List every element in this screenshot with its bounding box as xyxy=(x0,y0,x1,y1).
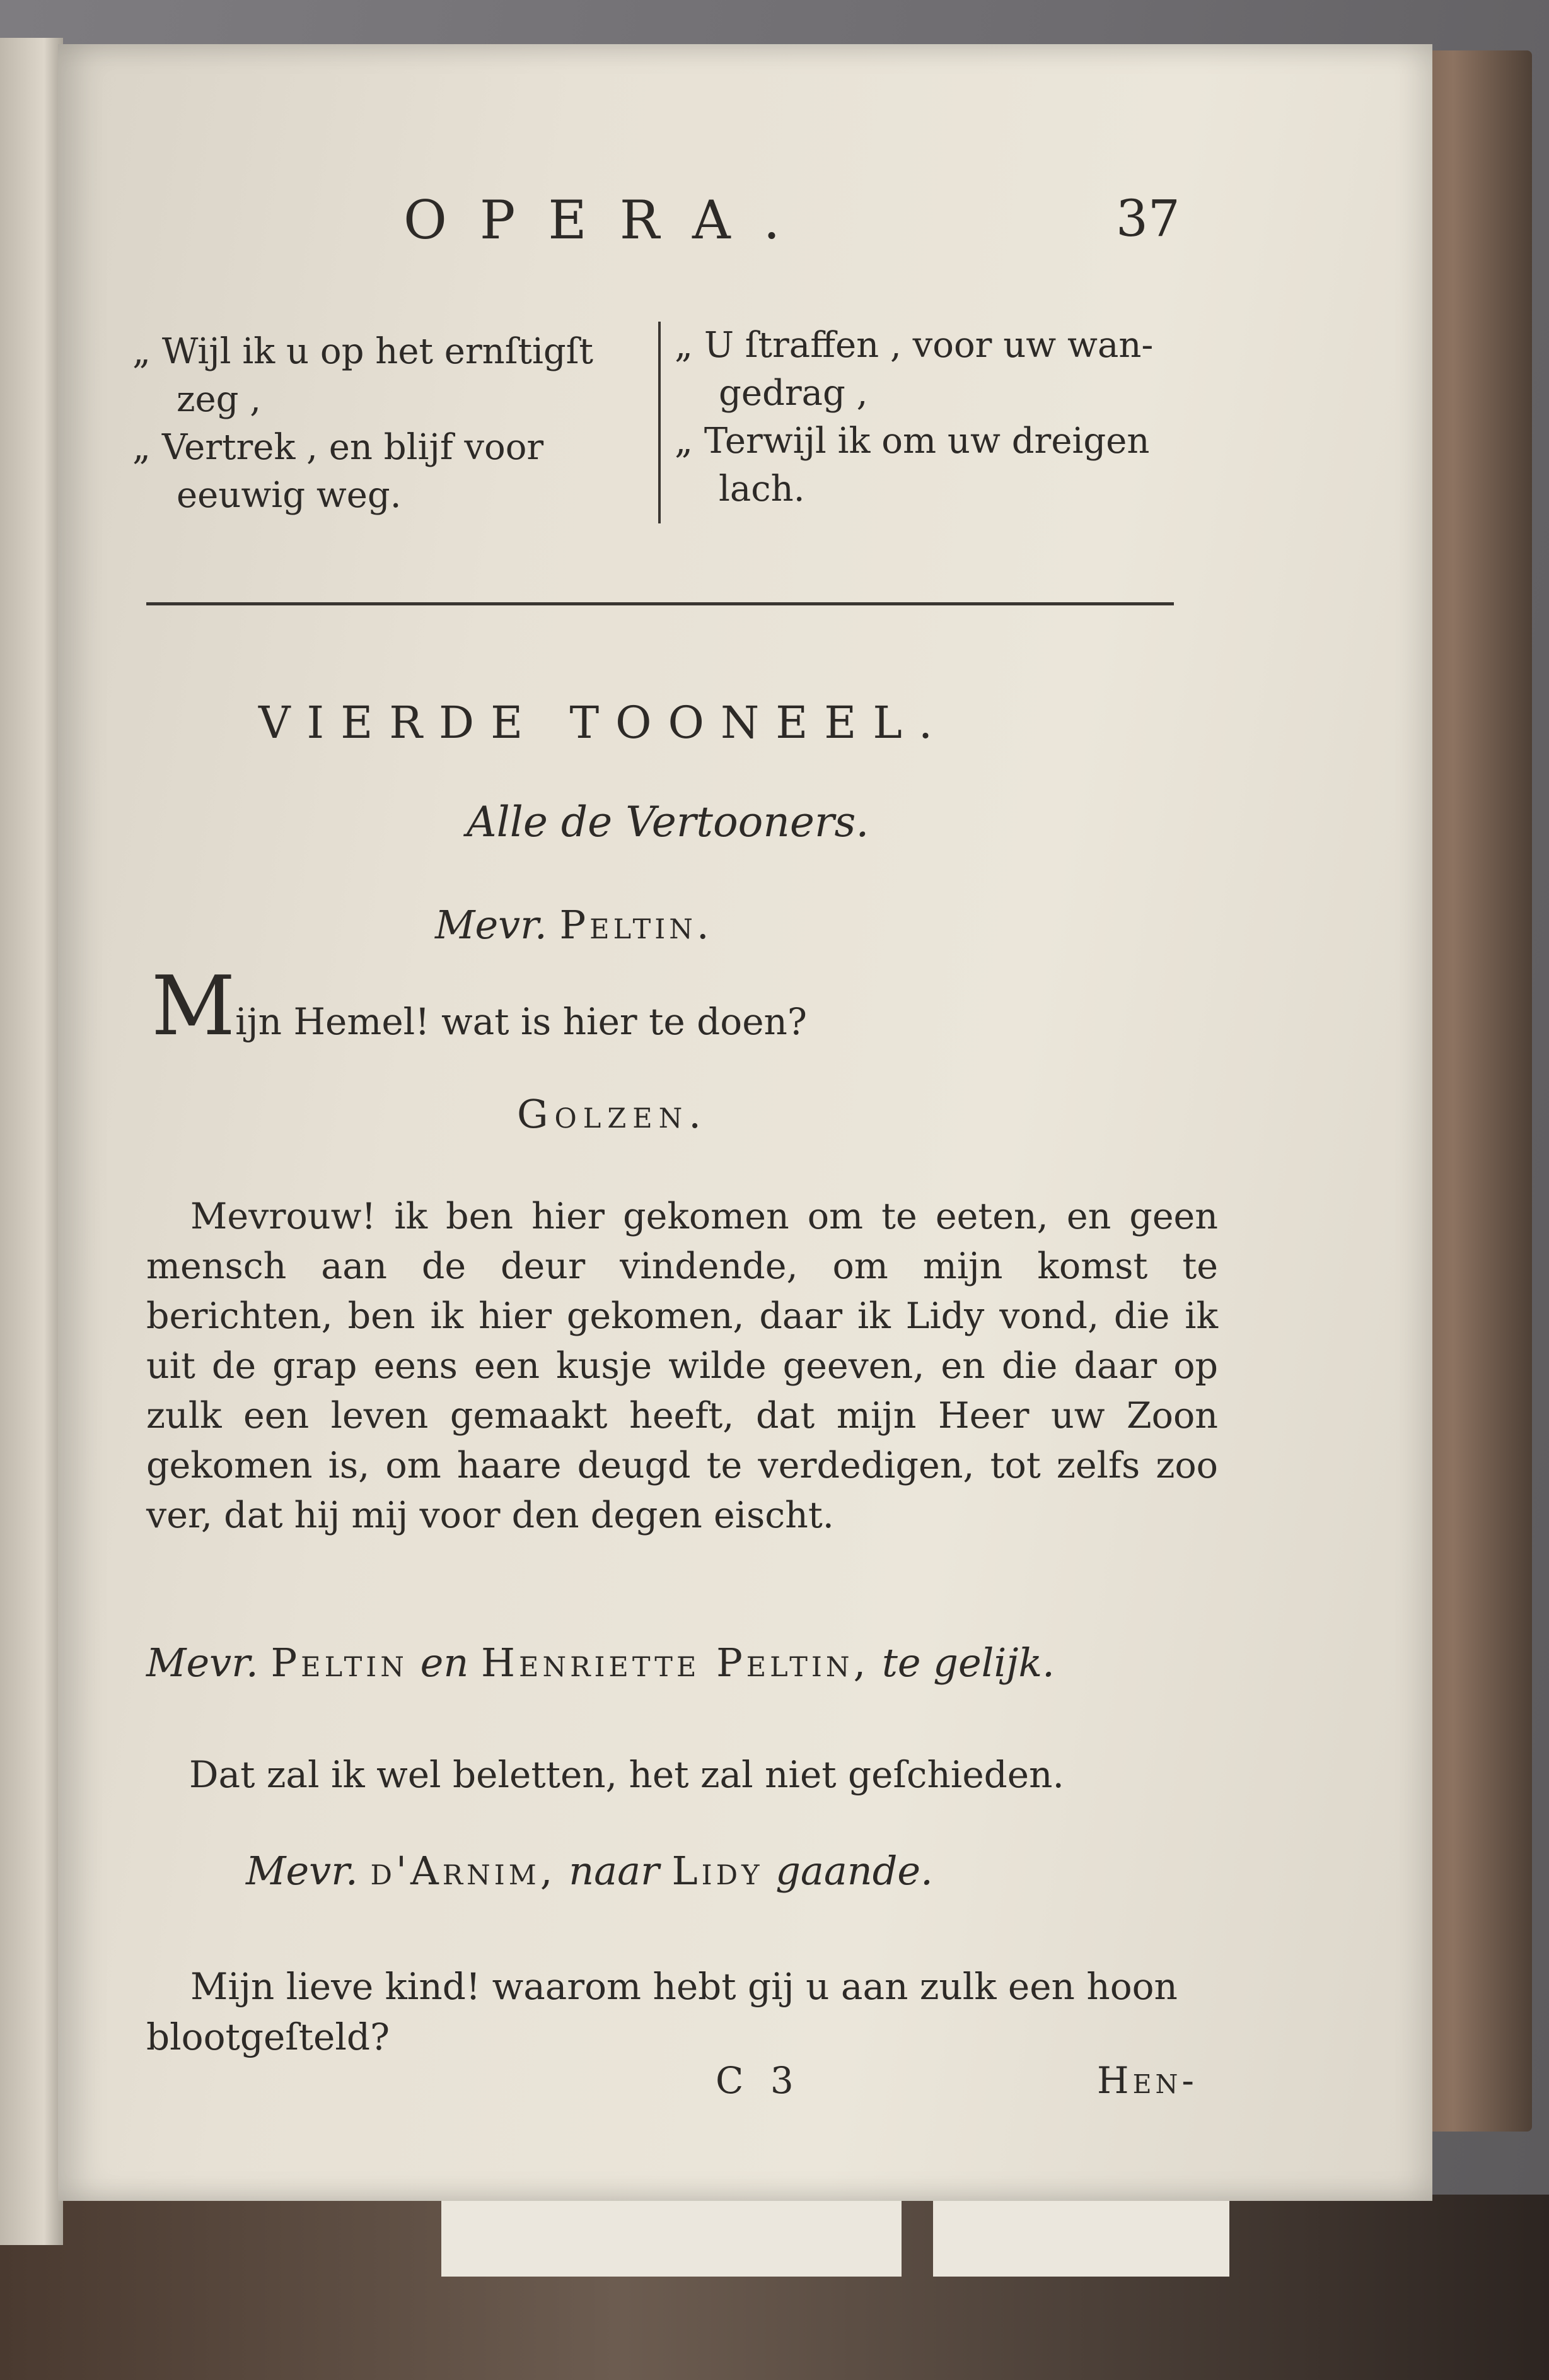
speaker-heading xyxy=(435,902,713,948)
verse-right-column xyxy=(675,322,1192,513)
stage-direction: naar xyxy=(569,1848,659,1894)
speaker-prefix: Mevr. xyxy=(246,1848,358,1894)
speech-line xyxy=(151,958,807,1054)
verse-right-line: „ Terwijl ik om uw dreigen xyxy=(675,421,1150,462)
horizontal-rule xyxy=(146,602,1174,605)
speaker-name: Peltin. xyxy=(559,902,713,948)
stage-direction: gaande. xyxy=(775,1848,933,1894)
verse-left-line: „ Wijl ik u op het ernſtigſt xyxy=(132,331,593,372)
verse-right-line: gedrag , xyxy=(719,373,868,414)
verse-left-line: zeg , xyxy=(177,379,262,420)
speaker-heading xyxy=(146,1640,1055,1686)
paper-tab xyxy=(933,2201,1229,2277)
speaker-target: Lidy xyxy=(671,1848,763,1894)
speaker-heading: Golzen. xyxy=(517,1091,707,1137)
scene-cast: Alle de Vertooners. xyxy=(467,798,869,846)
speech-text: ijn Hemel! wat is hier te doen? xyxy=(235,1000,807,1043)
verse-left-column xyxy=(132,328,649,520)
left-page-edge xyxy=(0,38,63,2245)
speaker-name: Peltin xyxy=(270,1640,408,1686)
signature-mark: C 3 xyxy=(716,2059,801,2102)
speaker-prefix: Mevr. xyxy=(435,902,547,948)
speaker-name: d'Arnim, xyxy=(370,1848,557,1894)
scene-title: VIERDE TOONEEL. xyxy=(258,697,949,749)
speech-paragraph: Mijn lieve kind! waarom hebt gij u aan zulk een hoon blootgeſteld? xyxy=(146,1965,1178,2058)
speaker-conjunction: en xyxy=(420,1640,469,1686)
drop-cap: M xyxy=(151,958,236,1054)
catchword: Hen- xyxy=(1097,2059,1198,2102)
verse-left-line: eeuwig weg. xyxy=(177,475,402,516)
speech-paragraph: Mevrouw! ik ben hier gekomen om te eeten, en geen mensch aan de deur vindende, om mijn komst te berichten, ben ik hier gekomen, daar ik Lidy vond, die ik uit de grap eens een kusje wilde geeven, en die daar op zulk een leven gemaakt heeft, dat mijn Heer uw Zoon gekomen is, om haare deugd te verdedigen, tot zelfs zoo ver, dat hij mij voor den degen eischt. xyxy=(146,1196,1218,1536)
stage-direction: te gelijk. xyxy=(881,1640,1055,1686)
speaker-name: Henriette Peltin, xyxy=(480,1640,870,1686)
verse-right-line: „ U ſtraffen , voor uw wan- xyxy=(675,325,1154,366)
running-head: OPERA. xyxy=(403,189,813,251)
verse-right-line: lach. xyxy=(719,469,805,510)
speaker-heading xyxy=(246,1848,933,1894)
speech-line: Dat zal ik wel beletten, het zal niet geſchieden. xyxy=(189,1753,1064,1796)
page-number: 37 xyxy=(1116,189,1180,248)
verse-left-line: „ Vertrek , en blijf voor xyxy=(132,427,544,468)
speaker-prefix: Mevr. xyxy=(146,1640,258,1686)
column-divider xyxy=(658,322,661,523)
paper-tab xyxy=(441,2201,902,2277)
